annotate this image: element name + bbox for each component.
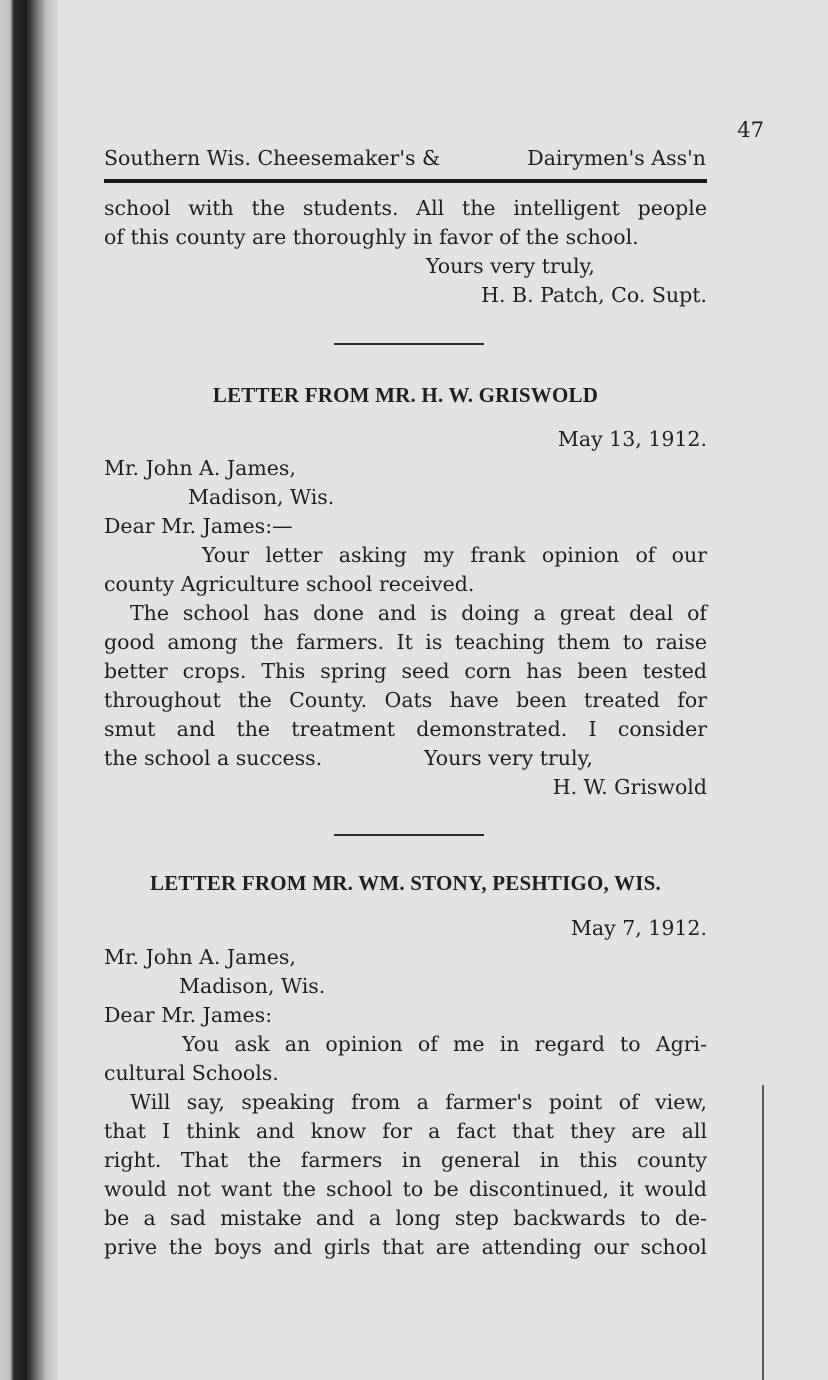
- addressee: Mr. John A. James,: [104, 945, 296, 969]
- signature: H. B. Patch, Co. Supt.: [481, 283, 707, 307]
- section-separator: [334, 834, 484, 836]
- text-line: school with the students. All the intelligent people: [104, 196, 707, 220]
- running-head-right: Dairymen's Ass'n: [527, 146, 706, 170]
- letter-date: May 7, 1912.: [570, 916, 707, 940]
- text-line: be a sad mistake and a long step backwards to de-: [104, 1206, 707, 1230]
- letter-date: May 13, 1912.: [557, 427, 707, 451]
- letter-body: [104, 425, 707, 802]
- running-head: [104, 146, 706, 170]
- text-line: prive the boys and girls that are attending our school: [104, 1235, 707, 1259]
- text-line: The school has done and is doing a great deal of: [130, 601, 707, 625]
- address: Madison, Wis.: [179, 974, 326, 998]
- salutation: Dear Mr. James:—: [104, 514, 293, 538]
- text-line: county Agriculture school received.: [104, 572, 475, 596]
- text-line: of this county are thoroughly in favor of the school.: [104, 225, 639, 249]
- text-line: would not want the school to be discontinued, it would: [104, 1177, 707, 1201]
- text-line: better crops. This spring seed corn has been tested: [104, 659, 707, 683]
- letter-heading: LETTER FROM MR. H. W. GRISWOLD: [212, 383, 599, 407]
- section-separator: [334, 343, 484, 345]
- text-line: throughout the County. Oats have been treated for: [104, 688, 707, 712]
- text-line: You ask an opinion of me in regard to Agri-: [182, 1032, 707, 1056]
- address: Madison, Wis.: [188, 485, 335, 509]
- header-rule: [104, 179, 707, 183]
- letter-body: [104, 914, 707, 1262]
- closing: Yours very truly,: [426, 254, 595, 278]
- letter-heading: LETTER FROM MR. WM. STONY, PESHTIGO, WIS.: [150, 871, 661, 895]
- running-head-left: Southern Wis. Cheesemaker's &: [104, 146, 441, 170]
- text-line: good among the farmers. It is teaching them to raise: [104, 630, 707, 654]
- text-line-with-closing: [104, 744, 707, 773]
- addressee: Mr. John A. James,: [104, 456, 296, 480]
- text-line: that I think and know for a fact that they are all: [104, 1119, 707, 1143]
- salutation: Dear Mr. James:: [104, 1003, 273, 1027]
- page-edge-line: [762, 1085, 764, 1380]
- text-line: Will say, speaking from a farmer's point of view,: [130, 1090, 707, 1114]
- text-line: cultural Schools.: [104, 1061, 279, 1085]
- text-line: Your letter asking my frank opinion of our: [202, 543, 707, 567]
- closing: Yours very truly,: [424, 746, 593, 770]
- text-line: right. That the farmers in general in this county: [104, 1148, 707, 1172]
- text-line: the school a success.: [104, 746, 323, 770]
- page-number: 47: [737, 118, 764, 142]
- text-line: smut and the treatment demonstrated. I consider: [104, 717, 707, 741]
- signature: H. W. Griswold: [552, 775, 707, 799]
- prev-letter-ending: [104, 194, 707, 310]
- book-spine-shadow: [0, 0, 58, 1380]
